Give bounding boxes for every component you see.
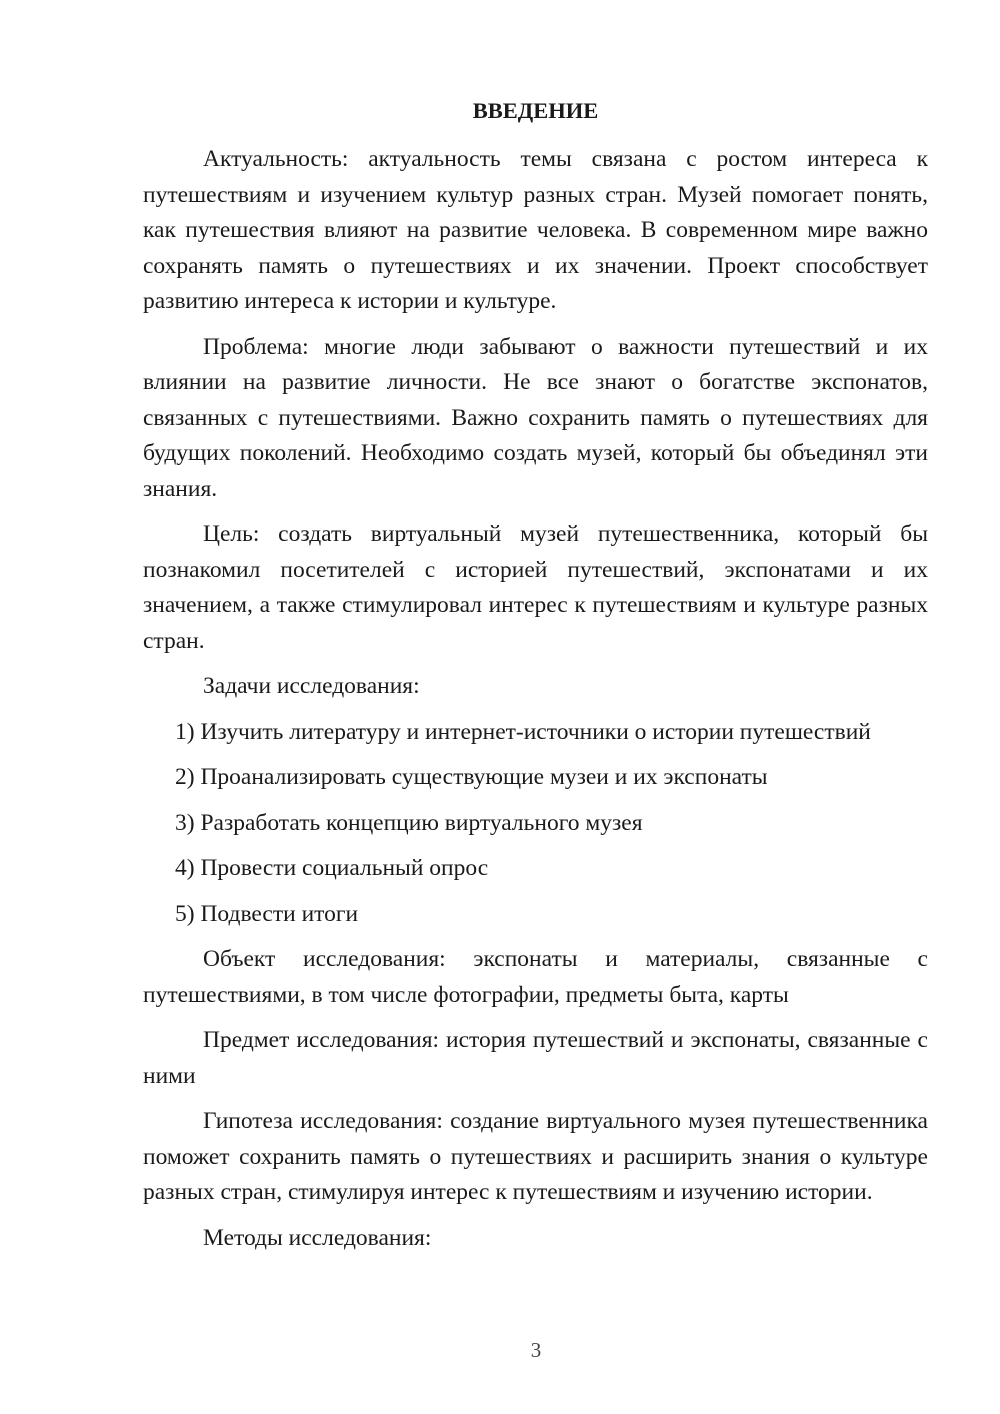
list-item: 1) Изучить литературу и интернет-источники о истории путешествий xyxy=(175,718,871,745)
problem-paragraph: Проблема: многие люди забывают о важности путешествий и их влиянии на развитие личности. Не все знают о богатстве экспонатов, связанных с путешествиями. Важно сохранить память о путешествиях для будущих поколений. Необходимо создать музей, который бы объединял эти знания. xyxy=(143,333,928,502)
document-body xyxy=(143,142,928,1266)
subject-paragraph: Предмет исследования: история путешествий и экспонаты, связанные с ними xyxy=(143,1027,928,1089)
methods-heading: Методы исследования: xyxy=(203,1224,432,1251)
object-paragraph: Объект исследования: экспонаты и материалы, связанные с путешествиями, в том числе фотографии, предметы быта, карты xyxy=(143,946,928,1008)
tasks-heading: Задачи исследования: xyxy=(203,673,420,699)
list-item: 3) Разработать концепцию виртуального музея xyxy=(175,809,643,836)
tasks-list xyxy=(143,715,928,933)
relevance-paragraph: Актуальность: актуальность темы связана с ростом интереса к путешествиям и изучением культур разных стран. Музей помогает понять, как путешествия влияют на развитие человека. В современном мире важно сохранять память о путешествиях и их значении. Проект способствует развитию интереса к истории и культуре. xyxy=(143,146,928,314)
goal-paragraph: Цель: создать виртуальный музей путешественника, который бы познакомил посетителей с историей путешествий, экспонатами и их значением, а также стимулировал интерес к путешествиям и культуре разных стран. xyxy=(143,521,928,654)
section-title: ВВЕДЕНИЕ xyxy=(472,98,599,123)
hypothesis-paragraph: Гипотеза исследования: создание виртуального музея путешественника поможет сохранить память о путешествиях и расширить знания о культуре разных стран, стимулируя интерес к путешествиям и изучению истории. xyxy=(143,1108,928,1205)
list-item: 5) Подвести итоги xyxy=(175,900,359,927)
page-number: 3 xyxy=(530,1338,542,1362)
list-item: 2) Проанализировать существующие музеи и их экспонаты xyxy=(175,764,768,790)
list-item: 4) Провести социальный опрос xyxy=(175,855,489,881)
